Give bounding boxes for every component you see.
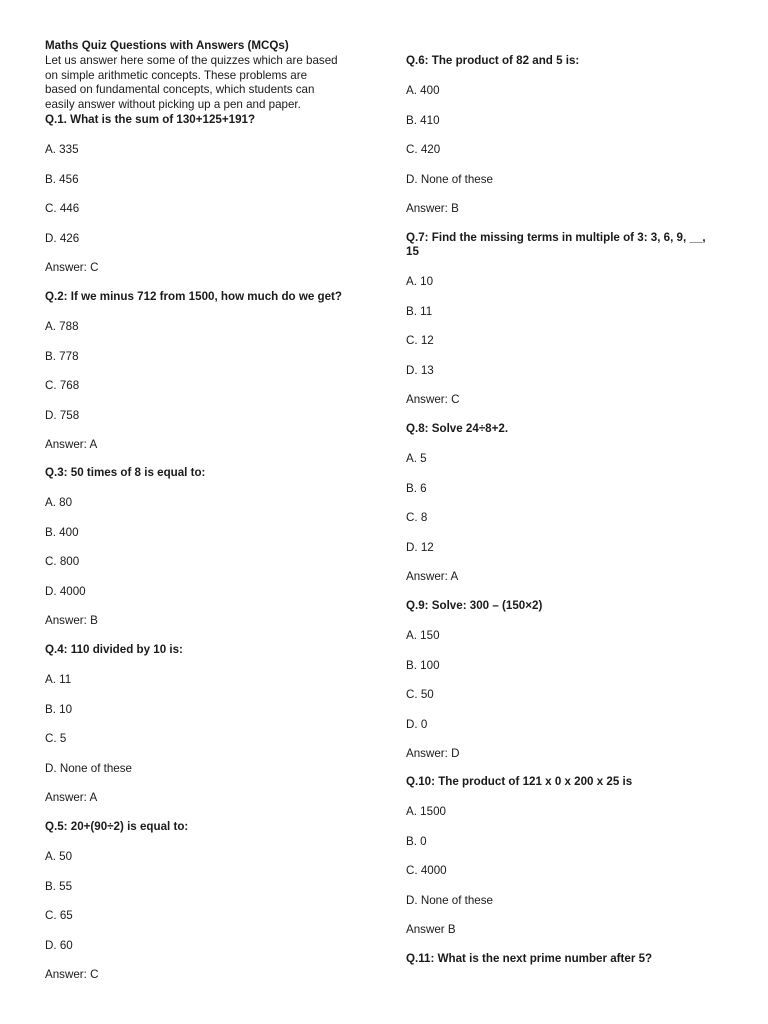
answer-option: B. 456 — [45, 172, 79, 186]
answer-option: C. 800 — [45, 555, 80, 568]
answer-option: B. 11 — [406, 304, 433, 318]
question-text: Q.6: The product of 82 and 5 is: — [406, 54, 580, 67]
question-text: Q.3: 50 times of 8 is equal to: — [45, 466, 206, 479]
intro-block — [45, 39, 338, 113]
question-text: Q.7: Find the missing terms in multiple of 3: 3, 6, 9, __, — [406, 231, 706, 244]
answer-option: B. 778 — [45, 349, 79, 363]
answer-key: Answer: B — [45, 614, 98, 627]
document-title: Maths Quiz Questions with Answers (MCQs) — [45, 39, 289, 52]
answer-option: C. 12 — [406, 334, 434, 348]
answer-option: D. None of these — [45, 761, 133, 775]
answer-key: Answer: C — [45, 261, 99, 274]
question-text: Q.9: Solve: 300 – (150×2) — [406, 599, 543, 612]
answer-option: A. 335 — [45, 143, 79, 156]
answer-key: Answer: A — [45, 438, 98, 451]
answer-option: B. 410 — [406, 113, 440, 127]
answer-option: D. 758 — [45, 408, 80, 422]
answer-option: A. 788 — [45, 320, 79, 333]
answer-option: A. 80 — [45, 496, 73, 509]
intro-line: on simple arithmetic concepts. These problems are — [45, 68, 308, 82]
answer-option: B. 400 — [45, 525, 79, 539]
answer-key: Answer: D — [406, 747, 460, 761]
answer-option: D. 426 — [45, 231, 80, 245]
question-text: Q.11: What is the next prime number after 5? — [406, 952, 653, 965]
answer-option: C. 65 — [45, 909, 73, 922]
answer-option: D. 13 — [406, 363, 434, 377]
answer-option: D. 60 — [45, 938, 73, 952]
answer-option: A. 11 — [45, 673, 72, 686]
answer-option: B. 100 — [406, 658, 440, 672]
answer-key: Answer: A — [406, 570, 459, 584]
answer-option: C. 50 — [406, 688, 434, 702]
answer-option: B. 10 — [45, 702, 73, 716]
answer-option: D. 4000 — [45, 584, 86, 598]
question-text: Q.5: 20+(90÷2) is equal to: — [45, 820, 189, 833]
intro-line: Let us answer here some of the quizzes which are based — [45, 53, 338, 67]
answer-option: D. 12 — [406, 540, 434, 554]
answer-option: B. 0 — [406, 834, 427, 848]
intro-line: easily answer without picking up a pen and paper. — [45, 98, 301, 112]
answer-option: A. 10 — [406, 275, 434, 288]
answer-option: C. 420 — [406, 143, 441, 157]
answer-option: C. 5 — [45, 732, 67, 745]
answer-option: C. 8 — [406, 511, 428, 525]
question-text: Q.8: Solve 24÷8+2. — [406, 422, 509, 435]
answer-option: A. 150 — [406, 629, 440, 642]
question-text: Q.1. What is the sum of 130+125+191? — [45, 113, 256, 126]
answer-key: Answer: C — [45, 968, 99, 981]
intro-line: based on fundamental concepts, which students can — [45, 83, 315, 97]
answer-option: D. None of these — [406, 893, 494, 907]
answer-key: Answer: A — [45, 791, 98, 804]
question-text: Q.2: If we minus 712 from 1500, how much do we get? — [45, 290, 342, 303]
question-text: Q.10: The product of 121 x 0 x 200 x 25 is — [406, 775, 633, 788]
answer-option: D. 0 — [406, 717, 428, 731]
answer-option: A. 5 — [406, 452, 427, 465]
answer-option: B. 6 — [406, 481, 427, 495]
answer-option: C. 446 — [45, 202, 80, 215]
answer-option: D. None of these — [406, 172, 494, 186]
answer-option: B. 55 — [45, 879, 73, 893]
answer-option: A. 400 — [406, 84, 440, 97]
answer-option: C. 768 — [45, 379, 80, 392]
answer-key: Answer: B — [406, 202, 459, 216]
question-text-continued: 15 — [406, 245, 419, 258]
answer-option: C. 4000 — [406, 864, 447, 878]
answer-option: A. 1500 — [406, 805, 446, 818]
answer-key: Answer B — [406, 923, 456, 937]
question-text: Q.4: 110 divided by 10 is: — [45, 643, 183, 656]
answer-key: Answer: C — [406, 393, 460, 407]
answer-option: A. 50 — [45, 850, 73, 863]
